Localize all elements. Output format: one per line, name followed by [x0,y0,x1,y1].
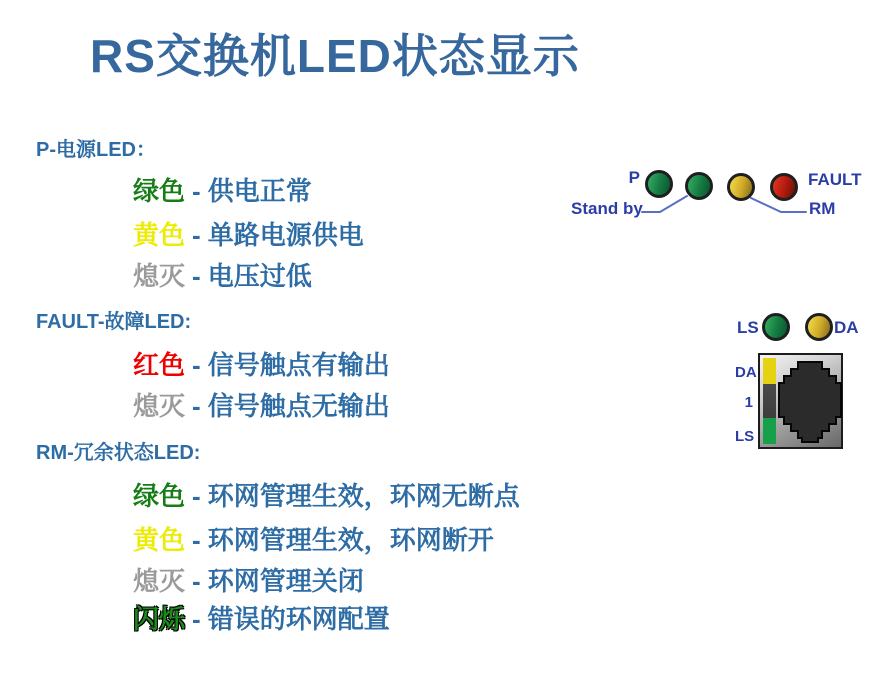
separator-dash: - [192,220,201,250]
list-item [133,345,390,382]
p-led-label: P [628,168,640,187]
list-item [133,256,312,293]
state-desc: 电压过低 [207,261,312,291]
rj45-ls-led-icon [763,418,776,444]
front-panel-led-diagram [558,160,870,222]
separator-dash: - [192,350,201,380]
list-item [133,386,390,423]
separator-dash: - [192,176,201,206]
state-label: 黄色 [133,220,186,250]
state-label: 黄色 [133,525,186,555]
da-led-label: DA [834,318,859,337]
rj45-led-strip [763,358,776,444]
standby-led-label: Stand by [571,199,643,218]
state-desc: 错误的环网配置 [207,604,390,634]
list-item [133,599,390,636]
section-header-power: P-电源LED： [36,139,156,161]
da-led-icon [805,313,833,341]
list-item [133,561,364,598]
port-led-diagram [735,310,873,455]
port-number-label: 1 [744,394,753,411]
fault-led-label: FAULT [808,170,862,189]
list-item [133,215,364,252]
rj45-da-led-icon [763,358,776,384]
rj45-jack-icon [778,361,842,443]
separator-dash: - [192,261,201,291]
page-title: RS交换机LED状态显示 [90,30,580,82]
fault-led-icon [770,173,798,201]
standby-led-icon [685,172,713,200]
state-desc: 单路电源供电 [207,220,364,250]
rm-led-label: RM [809,199,836,218]
section-header-fault: FAULT-故障LED: [36,311,192,333]
state-label: 红色 [133,350,186,380]
rj45-port [758,353,843,449]
separator-dash: - [192,525,201,555]
separator-dash: - [192,481,201,511]
separator-dash: - [192,391,201,421]
power-led-icon [645,170,673,198]
port-ls-label: LS [735,428,755,445]
state-desc: 环网管理关闭 [207,566,364,596]
section-header-rm: RM-冗余状态LED: [36,442,201,464]
separator-dash: - [192,604,201,634]
state-label: 熄灭 [133,566,186,596]
list-item [133,520,494,557]
state-desc: 供电正常 [207,176,312,206]
state-label: 闪烁 [133,604,186,634]
state-label: 熄灭 [133,261,186,291]
state-desc: 环网管理生效，环网断开 [207,525,494,555]
list-item [133,476,520,513]
state-desc: 环网管理生效，环网无断点 [207,481,520,511]
state-label: 绿色 [133,176,186,206]
list-item [133,171,312,208]
state-label: 熄灭 [133,391,186,421]
port-da-label: DA [735,364,757,381]
ls-led-icon [762,313,790,341]
ls-led-label: LS [737,318,759,337]
state-desc: 信号触点有输出 [207,350,390,380]
rm-led-icon [727,173,755,201]
state-desc: 信号触点无输出 [207,391,390,421]
separator-dash: - [192,566,201,596]
state-label: 绿色 [133,481,186,511]
